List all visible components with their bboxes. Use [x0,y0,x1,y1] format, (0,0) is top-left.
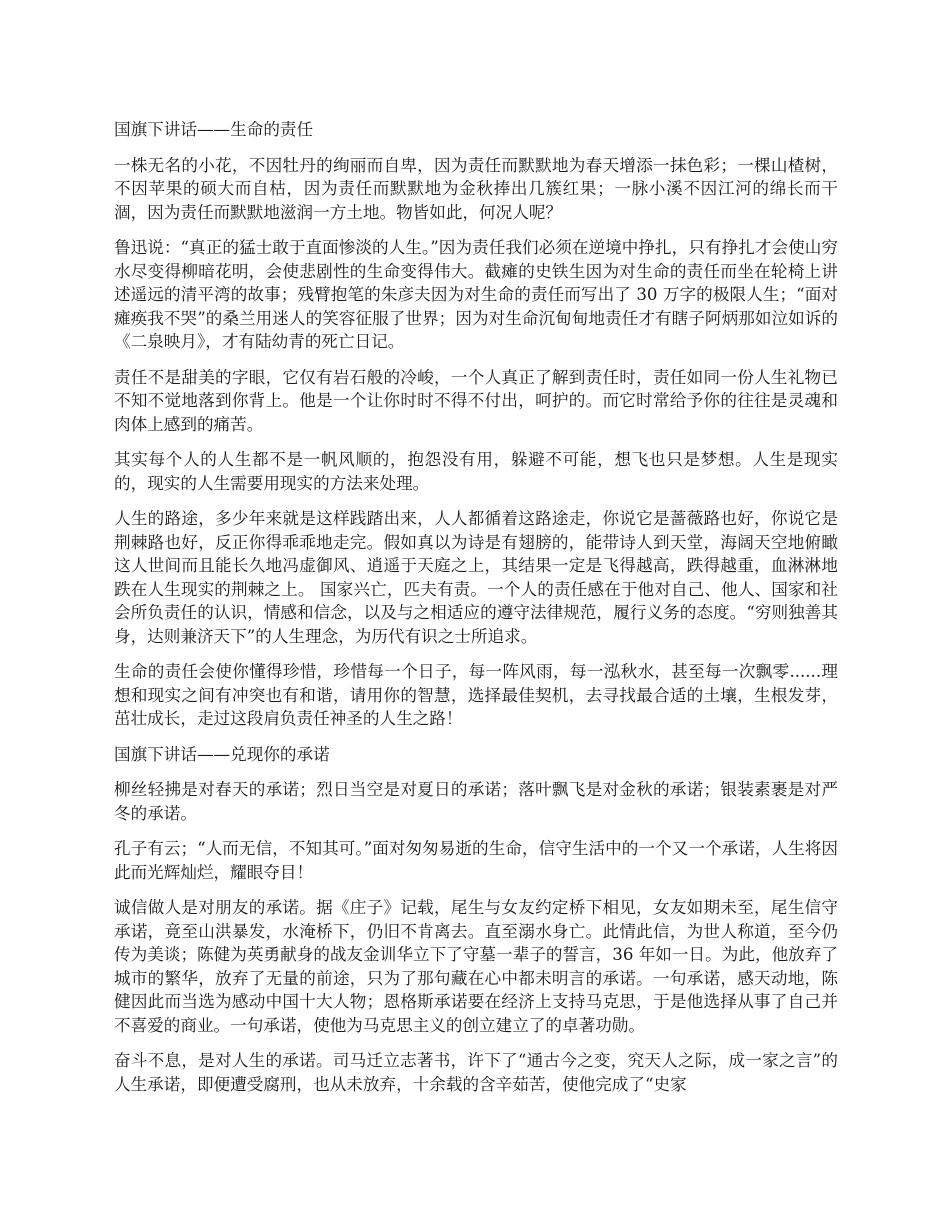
section-heading-responsibility: 国旗下讲话——生命的责任 [114,120,314,139]
document-page [114,118,838,1108]
section-heading-promise: 国旗下讲话——兑现你的承诺 [114,744,330,764]
paragraph: 一株无名的小花，不因牡丹的绚丽而自卑，因为责任而默默地为春天增添一抹色彩；一棵山楂树，不因苹果的硕大而自枯，因为责任而默默地为金秋捧出几簇红果；一脉小溪不因江河的绵长而干涸，因为责任而默默地滋润一方土地。物皆如此，何况人呢？ [114,155,838,222]
paragraph: 诚信做人是对朋友的承诺。据《庄子》记载，尾生与女友约定桥下相见，女友如期未至，尾生信守承诺，竟至山洪暴发，水淹桥下，仍旧不肯离去。直至溺水身亡。此情此信，为世人称道，至今仍传为美谈；陈健为英勇献身的战友金训华立下了守墓一辈子的誓言，36 年如一日。为此，他放弃了城市的繁华，放弃了无量的前途，只为了那句藏在心中都未明言的承诺。一句承诺，感天动地，陈健因此而当选为感动中国十大人物；恩格斯承诺要在经济上支持马克思，于是他选择从事了自己并不喜爱的商业。一句承诺，使他为马克思主义的创立建立了的卓著功勋。 [114,898,838,1035]
paragraph: 人生的路途，多少年来就是这样践踏出来，人人都循着这路途走，你说它是蔷薇路也好，你说它是荆棘路也好，反正你得乖乖地走完。假如真以为诗是有翅膀的，能带诗人到天堂，海阔天空地俯瞰这人世间而且能长久地冯虚御风、逍遥于天庭之上，其结果一定是飞得越高，跌得越重，血淋淋地跌在人生现实的荆棘之上。 国家兴亡，匹夫有责。一个人的责任感在于他对自己、他人、国家和社会所负责任的认识，情感和信念，以及与之相适应的遵守法律规范，履行义务的态度。“穷则独善其身，达则兼济天下”的人生理念，为历代有识之士所追求。 [114,509,838,646]
paragraph: 其实每个人的人生都不是一帆风顺的，抱怨没有用，躲避不可能，想飞也只是梦想。人生是现实的，现实的人生需要用现实的方法来处理。 [114,450,838,493]
paragraph: 柳丝轻拂是对春天的承诺；烈日当空是对夏日的承诺；落叶飘飞是对金秋的承诺；银装素裹是对严冬的承诺。 [114,780,838,823]
paragraph: 孔子有云；“人而无信，不知其可。”面对匆匆易逝的生命，信守生活中的一个又一个承诺，人生将因此而光辉灿烂，耀眼夺目！ [114,839,838,882]
paragraph: 生命的责任会使你懂得珍惜，珍惜每一个日子，每一阵风雨，每一泓秋水，甚至每一次飘零......理想和现实之间有冲突也有和谐，请用你的智慧，选择最佳契机，去寻找最合适的土壤，生根发芽，茁壮成长，走过这段肩负责任神圣的人生之路！ [114,662,838,728]
paragraph: 责任不是甜美的字眼，它仅有岩石般的冷峻，一个人真正了解到责任时，责任如同一份人生礼物已不知不觉地落到你背上。他是一个让你时时不得不付出，呵护的。而它时常给予你的往往是灵魂和肉体上感到的痛苦。 [114,367,838,434]
paragraph: 鲁迅说：“真正的猛士敢于直面惨淡的人生。”因为责任我们必须在逆境中挣扎，只有挣扎才会使山穷水尽变得柳暗花明，会使悲剧性的生命变得伟大。截瘫的史铁生因为对生命的责任而坐在轮椅上讲述遥远的清平湾的故事；残臂抱笔的朱彦夫因为对生命的责任而写出了 30 万字的极限人生；“面对瘫痪我不哭”的桑兰用迷人的笑容征服了世界；因为对生命沉甸甸地责任才有瞎子阿炳那如泣如诉的《二泉映月》，才有陆幼青的死亡日记。 [114,238,838,351]
paragraph: 奋斗不息，是对人生的承诺。司马迁立志著书，许下了“通古今之变，究天人之际，成一家之言”的人生承诺，即便遭受腐刑，也从未放弃，十余载的含辛茹苦，使他完成了“史家 [114,1051,838,1094]
